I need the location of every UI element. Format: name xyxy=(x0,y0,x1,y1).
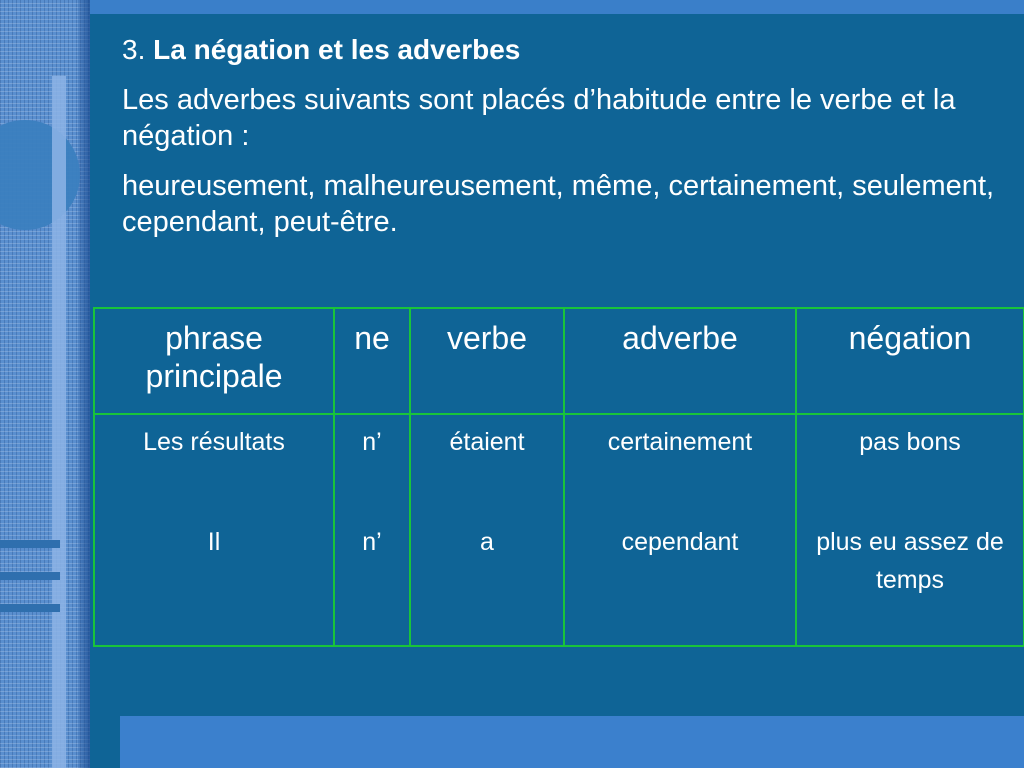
decorative-horizontal-bar xyxy=(0,540,60,548)
cell-phrase-principale xyxy=(94,414,334,646)
decorative-vertical-bar xyxy=(52,76,66,768)
header-verbe: verbe xyxy=(410,308,564,414)
table-cell: cependant xyxy=(621,528,739,556)
title-number: 3. xyxy=(122,34,146,65)
left-strip-shade xyxy=(78,0,90,768)
adverb-list-paragraph: heureusement, malheureusement, même, certainement, seulement, cependant, peut-être. xyxy=(122,170,995,238)
decorative-horizontal-bar xyxy=(0,572,60,580)
slide-content xyxy=(122,30,1002,240)
header-adverbe: adverbe xyxy=(564,308,796,414)
table-cell: pas bons xyxy=(859,428,961,456)
cell-adverbe xyxy=(564,414,796,646)
table-cell: n’ xyxy=(362,428,382,456)
title-text: La négation et les adverbes xyxy=(153,34,521,65)
left-decorative-strip xyxy=(0,0,90,768)
decorative-horizontal-bar xyxy=(0,604,60,612)
cell-ne xyxy=(334,414,410,646)
cell-negation xyxy=(796,414,1024,646)
table-row xyxy=(94,414,1024,646)
negation-table xyxy=(93,307,1024,647)
bottom-accent-band xyxy=(120,716,1024,768)
header-phrase-principale: phrase principale xyxy=(94,308,334,414)
header-ne: ne xyxy=(334,308,410,414)
intro-paragraph: Les adverbes suivants sont placés d’habitude entre le verbe et la négation : xyxy=(122,84,956,152)
top-accent-band xyxy=(88,0,1024,14)
table-cell: étaient xyxy=(449,428,525,456)
table-cell: Les résultats xyxy=(143,428,285,456)
slide-title xyxy=(122,30,1002,70)
table-cell: n’ xyxy=(362,528,382,556)
table-cell: certainement xyxy=(607,428,753,456)
cell-verbe xyxy=(410,414,564,646)
table-cell: a xyxy=(480,528,494,556)
table-cell: Il xyxy=(207,528,221,556)
table-header-row xyxy=(94,308,1024,414)
table-cell: plus eu assez de temps xyxy=(816,528,1004,594)
header-negation: négation xyxy=(796,308,1024,414)
